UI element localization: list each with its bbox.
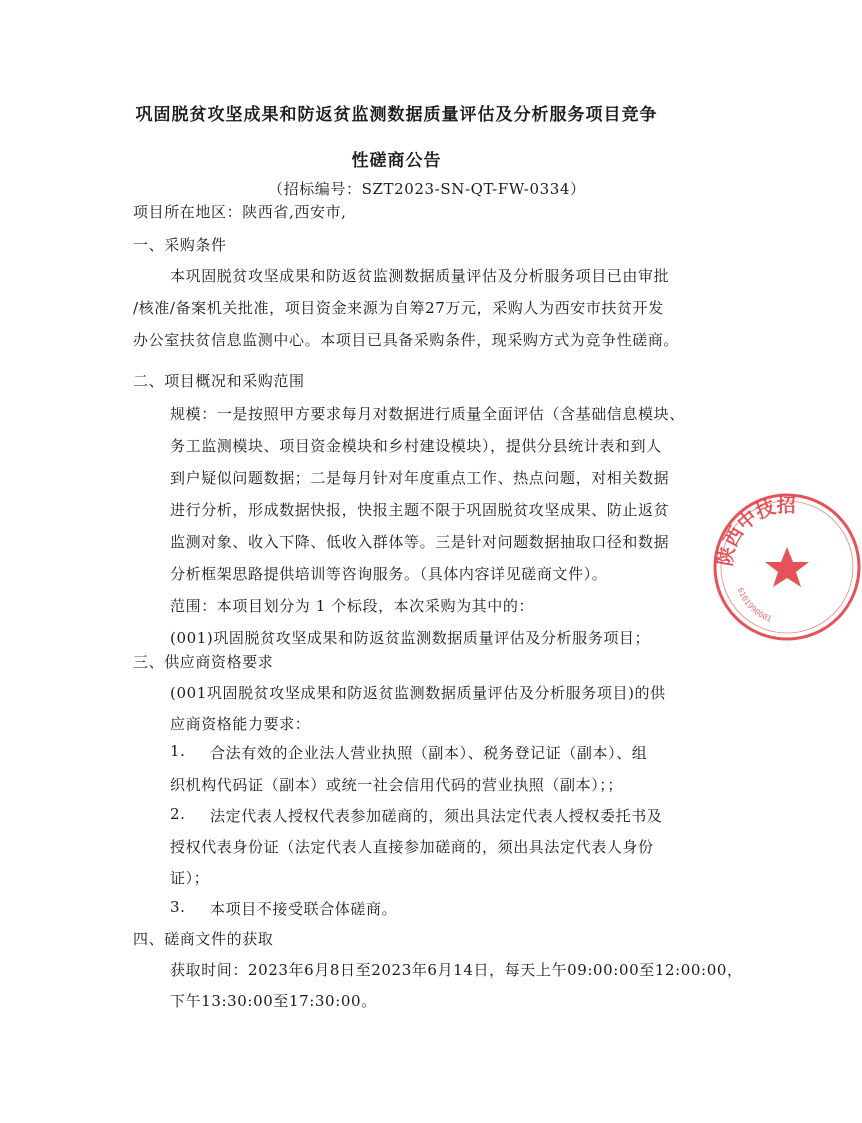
scale-line: 监测对象、收入下降、低收入群体等。三是针对问题数据抽取口径和数据 (170, 533, 670, 551)
official-seal-stamp (712, 492, 862, 642)
item-line: 本项目不接受联合体磋商。 (210, 900, 398, 918)
item-line: 授权代表身份证（法定代表人直接参加磋商的，须出具法定代表人身份 (170, 838, 654, 856)
section-1-heading: 一、采购条件 (133, 236, 227, 254)
document-title-line-1: 巩固脱贫攻坚成果和防返贫监测数据质量评估及分析服务项目竞争 (135, 105, 658, 125)
section-3-heading: 三、供应商资格要求 (133, 653, 274, 671)
item-line: 合法有效的企业法人营业执照（副本）、税务登记证（副本）、组 (210, 744, 648, 762)
item-line: 法定代表人授权代表参加磋商的，须出具法定代表人授权委托书及 (210, 807, 663, 825)
section-2-heading: 二、项目概况和采购范围 (133, 372, 305, 390)
svg-text:6101990001 (736, 586, 773, 624)
item-line: 织机构代码证（副本）或统一社会信用代码的营业执照（副本）；； (170, 776, 624, 794)
item-line: 证）； (170, 869, 210, 887)
qualification-intro: 应商资格能力要求： (170, 715, 311, 733)
scale-line: 到户疑似问题数据；二是每月针对年度重点工作、热点问题，对相关数据 (170, 469, 670, 487)
section-4-heading: 四、磋商文件的获取 (133, 930, 274, 948)
document-title-line-2: 性磋商公告 (351, 151, 442, 171)
item-number: 2. (170, 805, 186, 823)
scale-line: 规模：一是按照甲方要求每月对数据进行质量全面评估（含基础信息模块、 (170, 405, 685, 423)
scale-line: 进行分析，形成数据快报，快报主题不限于巩固脱贫攻坚成果、防止返贫 (170, 501, 670, 519)
item-number: 1. (170, 742, 186, 760)
section-1-line: 办公室扶贫信息监测中心。本项目已具备采购条件，现采购方式为竞争性磋商。 (133, 331, 680, 349)
tender-number: （招标编号：SZT2023-SN-QT-FW-0334） (268, 180, 586, 198)
scale-line: 务工监测模块、项目资金模块和乡村建设模块），提供分县统计表和到人 (170, 437, 662, 455)
item-number: 3. (170, 898, 186, 916)
project-location: 项目所在地区：陕西省,西安市, (133, 203, 347, 221)
section-1-line: 本巩固脱贫攻坚成果和防返贫监测数据质量评估及分析服务项目已由审批 (170, 267, 670, 285)
acquisition-time: 下午13:30:00至17:30:00。 (170, 992, 377, 1010)
scope-text: 范围：本项目划分为 1 个标段，本次采购为其中的： (170, 597, 535, 615)
qualification-intro: (001巩固脱贫攻坚成果和防返贫监测数据质量评估及分析服务项目)的供 (170, 684, 666, 702)
seal-number: 6101990001 (735, 586, 773, 624)
section-1-line: /核准/备案机关批准，项目资金来源为自筹27万元，采购人为西安市扶贫开发 (133, 299, 664, 317)
seal-text: 陕西中技招 (714, 494, 796, 568)
scale-line: 分析框架思路提供培训等咨询服务。（具体内容详见磋商文件）。 (170, 565, 608, 583)
acquisition-time: 获取时间：2023年6月8日至2023年6月14日，每天上午09:00:00至12:00:00， (170, 961, 743, 979)
lot-text: (001)巩固脱贫攻坚成果和防返贫监测数据质量评估及分析服务项目； (170, 629, 651, 647)
